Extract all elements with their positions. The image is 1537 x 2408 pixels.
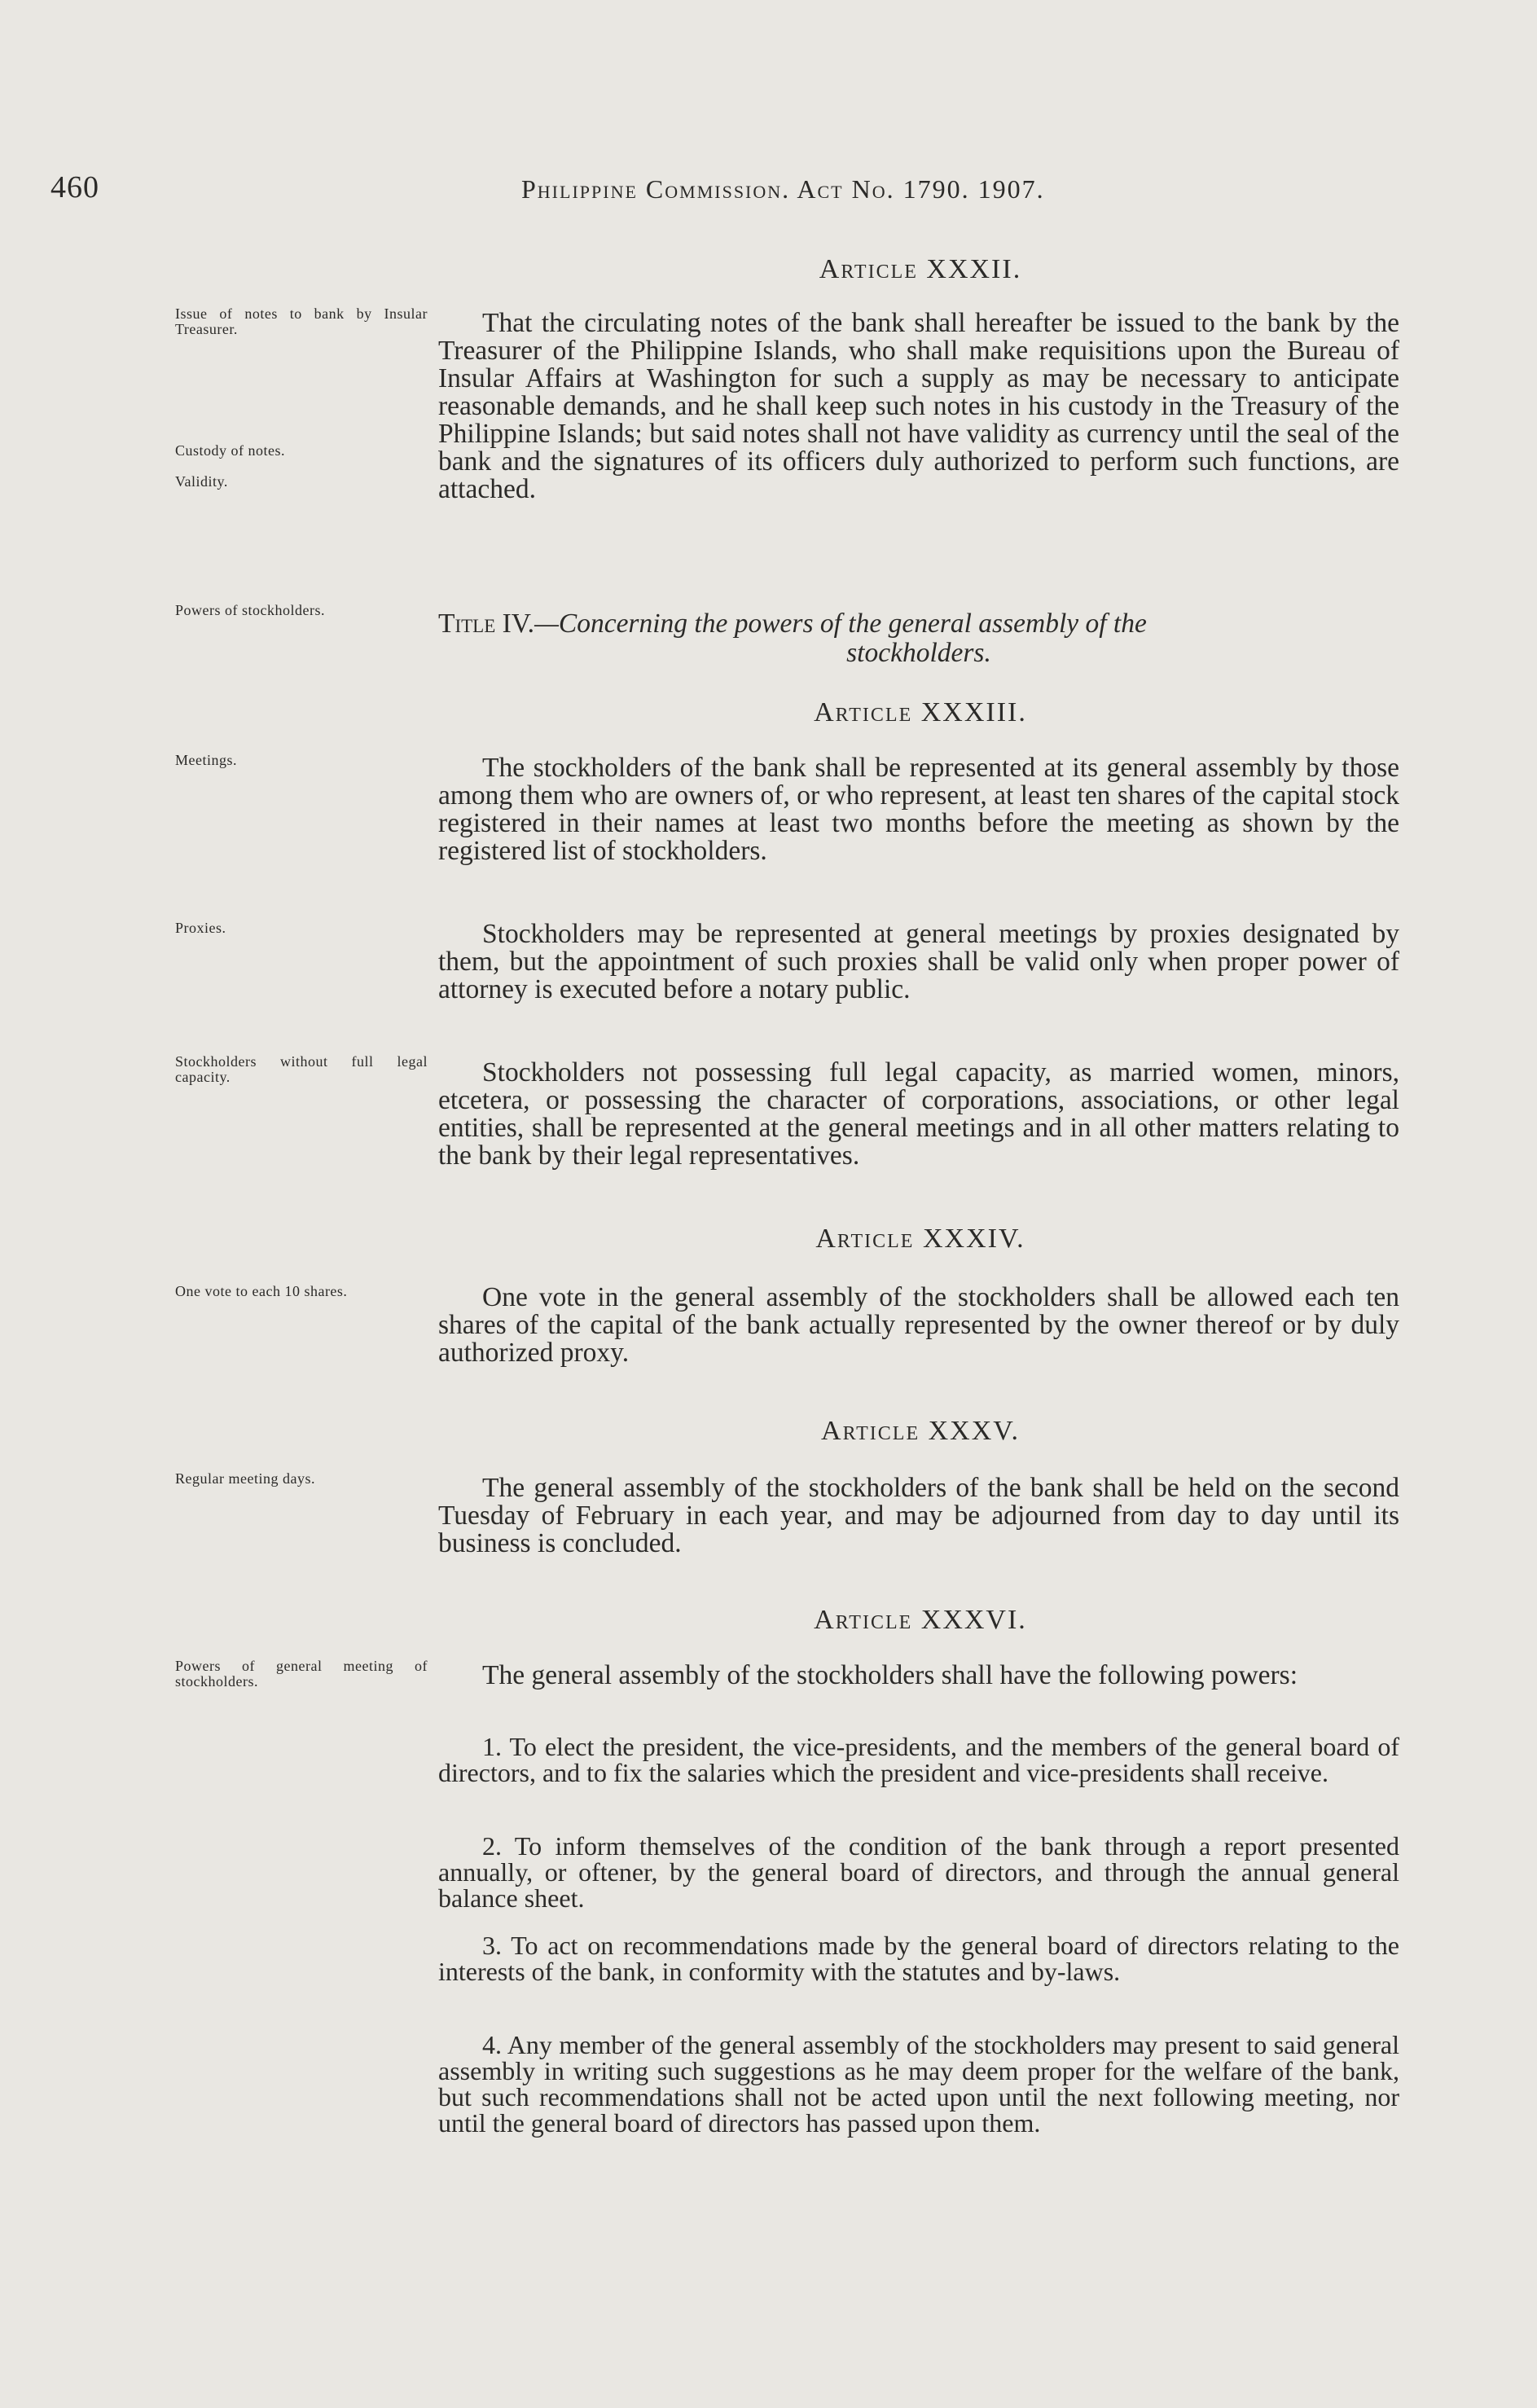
article-33-para-3: Stockholders not possessing full legal capacity, as married women, minors, etcetera, or possessing the character of corporations, associations, or other legal entities, shall be represented at the general meetings and in all other matters relating to the bank by their legal representatives.	[438, 1057, 1399, 1171]
title-4-line-2: stockholders.	[846, 638, 991, 668]
margin-note-one-vote: One vote to each 10 shares.	[175, 1283, 348, 1299]
article-35-heading: Article XXXV.	[821, 1416, 1020, 1446]
title-4-line-1	[438, 609, 1399, 639]
margin-note-issue-of-notes: Issue of notes to bank by Insular Treasurer.	[175, 305, 428, 337]
page-number: 460	[51, 170, 99, 204]
article-34-text: One vote in the general assembly of the stockholders shall be allowed each ten shares of the capital of the bank actually represented by the owner thereof or by duly authorized proxy.	[438, 1282, 1399, 1368]
list-item: 3. To act on recommendations made by the general board of directors relating to the interests of the bank, in conformity with the statutes and by-laws.	[438, 1931, 1399, 1986]
article-33-heading: Article XXXIII.	[814, 697, 1027, 727]
article-36-intro: The general assembly of the stockholders shall have the following powers:	[482, 1660, 1298, 1690]
margin-note-meetings: Meetings.	[175, 752, 237, 768]
article-33-para-2: Stockholders may be represented at general meetings by proxies designated by them, but the appointment of such proxies shall be valid only when proper power of attorney is executed before a notary public.	[438, 919, 1399, 1004]
title-4-label: Title IV.	[438, 609, 535, 639]
article-32-heading: Article XXXII.	[819, 254, 1022, 284]
article-36-heading: Article XXXVI.	[814, 1605, 1027, 1635]
article-33-para-1: The stockholders of the bank shall be represented at its general assembly by those among them who are owners of, or who represent, at least ten shares of the capital stock registered in their names at least two months before the meeting as shown by the registered list of stockholders.	[438, 753, 1399, 866]
list-item: 2. To inform themselves of the condition of the bank through a report presented annually, or oftener, by the general board of directors, and through the annual general balance sheet.	[438, 1831, 1399, 1913]
margin-note-proxies: Proxies.	[175, 920, 226, 936]
title-4-text: —Concerning the powers of the general assembly of the	[534, 609, 1147, 639]
margin-note-validity: Validity.	[175, 473, 228, 490]
list-item: 4. Any member of the general assembly of the stockholders may present to said general assembly in writing such suggestions as he may deem proper for the welfare of the bank, but such recommendations shall not be acted upon until the next following meeting, nor until the general board of directors has passed upon them.	[438, 2030, 1399, 2138]
running-head: Philippine Commission. Act No. 1790. 1907.	[521, 174, 1045, 204]
margin-note-legal-capacity: Stockholders without full legal capacity.	[175, 1053, 428, 1085]
article-34-heading: Article XXXIV.	[815, 1224, 1025, 1254]
margin-note-regular-meeting: Regular meeting days.	[175, 1470, 315, 1487]
article-32-text: That the circulating notes of the bank shall hereafter be issued to the bank by the Treasurer of the Philippine Islands, who shall make requisitions upon the Bureau of Insular Affairs at Washington for such a supply as may be necessary to anticipate reasonable demands, and he shall keep such notes in his custody in the Treasury of the Philippine Islands; but said notes shall not have validity as currency until the seal of the bank and the signatures of its officers duly authorized to perform such functions, are attached.	[438, 308, 1399, 504]
margin-note-powers-of-stockholders: Powers of stockholders.	[175, 602, 325, 618]
margin-note-custody: Custody of notes.	[175, 442, 286, 459]
margin-note-powers-of-general-meeting: Powers of general meeting of stockholders.	[175, 1658, 428, 1690]
article-35-text: The general assembly of the stockholders of the bank shall be held on the second Tuesday of February in each year, and may be adjourned from day to day until its business is concluded.	[438, 1473, 1399, 1558]
list-item: 1. To elect the president, the vice-presidents, and the members of the general board of directors, and to fix the salaries which the president and vice-presidents shall receive.	[438, 1732, 1399, 1787]
